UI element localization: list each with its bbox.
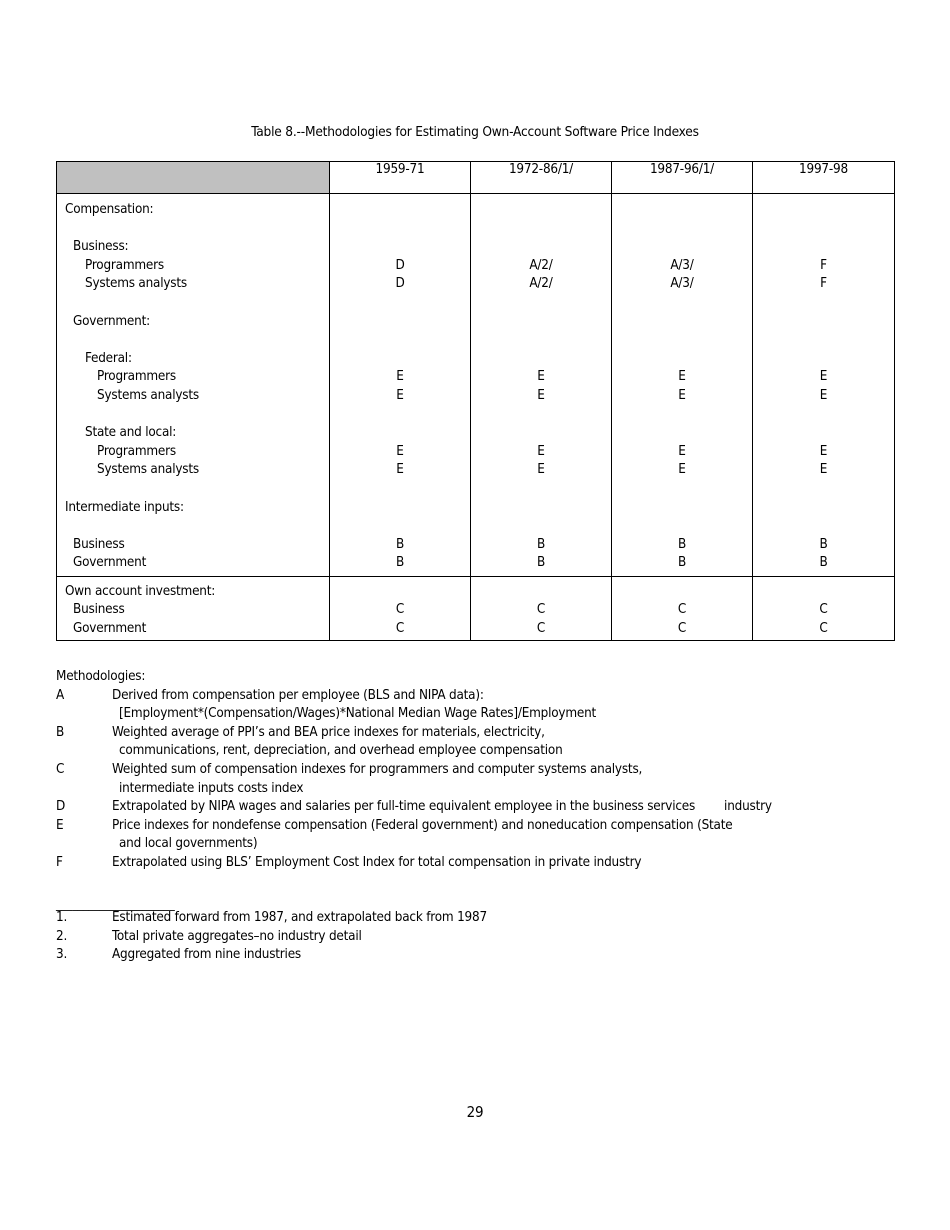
method-code [471,294,611,313]
row-label: Programmers [85,257,164,273]
table-title: Table 8.--Methodologies for Estimating Own-Account Software Price Indexes [251,124,699,140]
method-code: B [677,536,687,552]
methodology-key: B [56,724,65,740]
table-section-investment [57,576,895,640]
method-code [753,238,894,257]
method-code [471,238,611,257]
method-code: E [396,387,404,403]
row-label [57,294,329,313]
method-code [330,294,470,313]
method-code: A/3/ [670,257,694,273]
header-period: 1987-96/1/ [612,162,753,194]
footnote-item [56,909,916,928]
method-code: E [819,462,828,478]
methodology-text: Derived from compensation per employee (BLS and NIPA data): [112,687,484,703]
values-cell [330,194,471,577]
methodology-key: A [56,687,65,703]
method-code: C [819,602,828,618]
row-label: Government: [73,313,150,329]
method-code: C [677,621,687,637]
methodology-text: Extrapolated by NIPA wages and salaries per full-time equivalent employee in the business services industry [112,799,772,815]
values-cell [753,576,895,640]
methodology-continuation: and local governments) [119,836,258,852]
method-code [753,424,894,443]
footnote-number: 2. [56,928,68,944]
method-code: E [396,443,404,459]
method-code [330,480,470,499]
method-code [330,406,470,425]
method-code: F [820,276,827,292]
method-code [471,350,611,369]
method-code: E [537,443,545,459]
method-code [330,424,470,443]
method-code: C [677,602,687,618]
row-label: Intermediate inputs: [65,499,184,515]
method-code: C [819,621,828,637]
row-label [57,517,329,536]
method-code [330,238,470,257]
row-labels-cell [57,576,330,640]
method-code: E [537,387,545,403]
method-code [471,331,611,350]
method-code [330,499,470,518]
method-code [612,313,752,332]
footnote-item [56,928,916,947]
methodology-table [56,161,895,641]
method-code [330,350,470,369]
method-code: A/2/ [529,276,553,292]
method-code [330,583,470,602]
methodology-key: C [56,761,65,777]
method-code [471,480,611,499]
method-code: E [819,443,828,459]
methodology-continuation: intermediate inputs costs index [119,780,304,796]
row-label: Systems analysts [85,276,187,292]
footnote-text: Total private aggregates–no industry detail [112,928,362,944]
methodology-key: D [56,799,66,815]
method-code [753,480,894,499]
methodology-text: Price indexes for nondefense compensation (Federal government) and noneducation compensation (State [112,817,733,833]
methodology-text: Weighted average of PPI’s and BEA price indexes for materials, electricity, [112,724,545,740]
methodology-key: E [56,817,64,833]
method-code [612,331,752,350]
method-code [612,220,752,239]
method-code: C [536,621,546,637]
row-label [57,331,329,350]
row-label [57,220,329,239]
methodology-item [56,687,926,724]
method-code [753,313,894,332]
method-code: B [819,536,828,552]
methodology-item [56,798,926,817]
method-code [330,201,470,220]
methodology-item [56,817,926,854]
footnote-text: Estimated forward from 1987, and extrapolated back from 1987 [112,910,487,925]
method-code [471,220,611,239]
table-section-compensation [57,194,895,577]
method-code [471,406,611,425]
row-label: Programmers [97,443,176,459]
method-code: B [395,536,405,552]
method-code [753,201,894,220]
method-code [471,583,611,602]
method-code [753,499,894,518]
footnote-item [56,946,916,965]
row-label: Government [73,555,147,571]
method-code [612,499,752,518]
method-code [612,238,752,257]
method-code: E [396,369,404,385]
row-label: State and local: [85,425,177,441]
header-period: 1959-71 [330,162,471,194]
method-code: C [395,602,405,618]
row-label: Business [73,602,125,618]
method-code [753,517,894,536]
method-code [612,480,752,499]
method-code: E [819,369,828,385]
values-cell [612,576,753,640]
method-code [612,406,752,425]
header-blank-cell [57,162,330,194]
method-code [471,201,611,220]
header-period: 1997-98 [753,162,895,194]
row-label: Federal: [85,350,132,366]
methodology-item [56,724,926,761]
method-code: B [677,555,687,571]
footnote-number: 3. [56,947,68,963]
method-code: E [678,443,686,459]
footnote-text: Aggregated from nine industries [112,947,301,963]
method-code: B [395,555,405,571]
footnotes [56,909,916,965]
values-cell [612,194,753,577]
values-cell [471,576,612,640]
method-code: A/2/ [529,257,553,273]
method-code: E [819,387,828,403]
method-code: E [678,462,686,478]
values-cell [753,194,895,577]
row-label: Own account investment: [65,583,216,599]
row-label: Government [73,621,147,637]
method-code [612,294,752,313]
method-code: E [537,462,545,478]
row-label [57,406,329,425]
method-code [471,313,611,332]
methodologies-heading: Methodologies: [56,669,146,684]
values-cell [471,194,612,577]
methodology-text: Extrapolated using BLS’ Employment Cost Index for total compensation in private industry [112,854,642,870]
method-code [753,331,894,350]
methodology-text: Weighted sum of compensation indexes for programmers and computer systems analysts, [112,761,643,777]
footnote-number: 1. [56,910,68,925]
method-code: C [395,621,405,637]
values-cell [330,576,471,640]
method-code: F [820,257,827,273]
method-code [612,424,752,443]
method-code [612,350,752,369]
method-code [471,517,611,536]
method-code: B [536,555,546,571]
method-code: E [537,369,545,385]
method-code [612,583,752,602]
method-code: E [396,462,404,478]
method-code: B [536,536,546,552]
method-code [330,517,470,536]
methodology-key: F [56,854,63,870]
row-label [57,480,329,499]
method-code [753,294,894,313]
method-code: D [395,257,405,273]
table-header-row [57,162,895,194]
page-number: 29 [466,1103,484,1121]
method-code [330,220,470,239]
row-label: Compensation: [65,202,154,217]
method-code [471,424,611,443]
method-code: C [536,602,546,618]
row-label: Business [73,536,125,552]
row-label: Business: [73,239,129,255]
method-code [330,331,470,350]
method-code [753,220,894,239]
methodologies-section [56,668,926,873]
row-label: Programmers [97,369,176,385]
method-code [753,583,894,602]
method-code: B [819,555,828,571]
method-code [753,406,894,425]
header-period: 1972-86/1/ [471,162,612,194]
method-code: E [678,369,686,385]
row-labels-cell [57,194,330,577]
methodology-continuation: communications, rent, depreciation, and overhead employee compensation [119,743,563,759]
method-code [612,517,752,536]
method-code [612,201,752,220]
methodology-item [56,761,926,798]
method-code: A/3/ [670,276,694,292]
row-label: Systems analysts [97,462,199,478]
row-label: Systems analysts [97,387,199,403]
methodology-item [56,854,926,873]
footnote-rule: ______________________ [56,897,175,911]
method-code: E [678,387,686,403]
methodology-continuation: [Employment*(Compensation/Wages)*National Median Wage Rates]/Employment [119,706,597,722]
method-code [753,350,894,369]
method-code: D [395,276,405,292]
method-code [471,499,611,518]
method-code [330,313,470,332]
